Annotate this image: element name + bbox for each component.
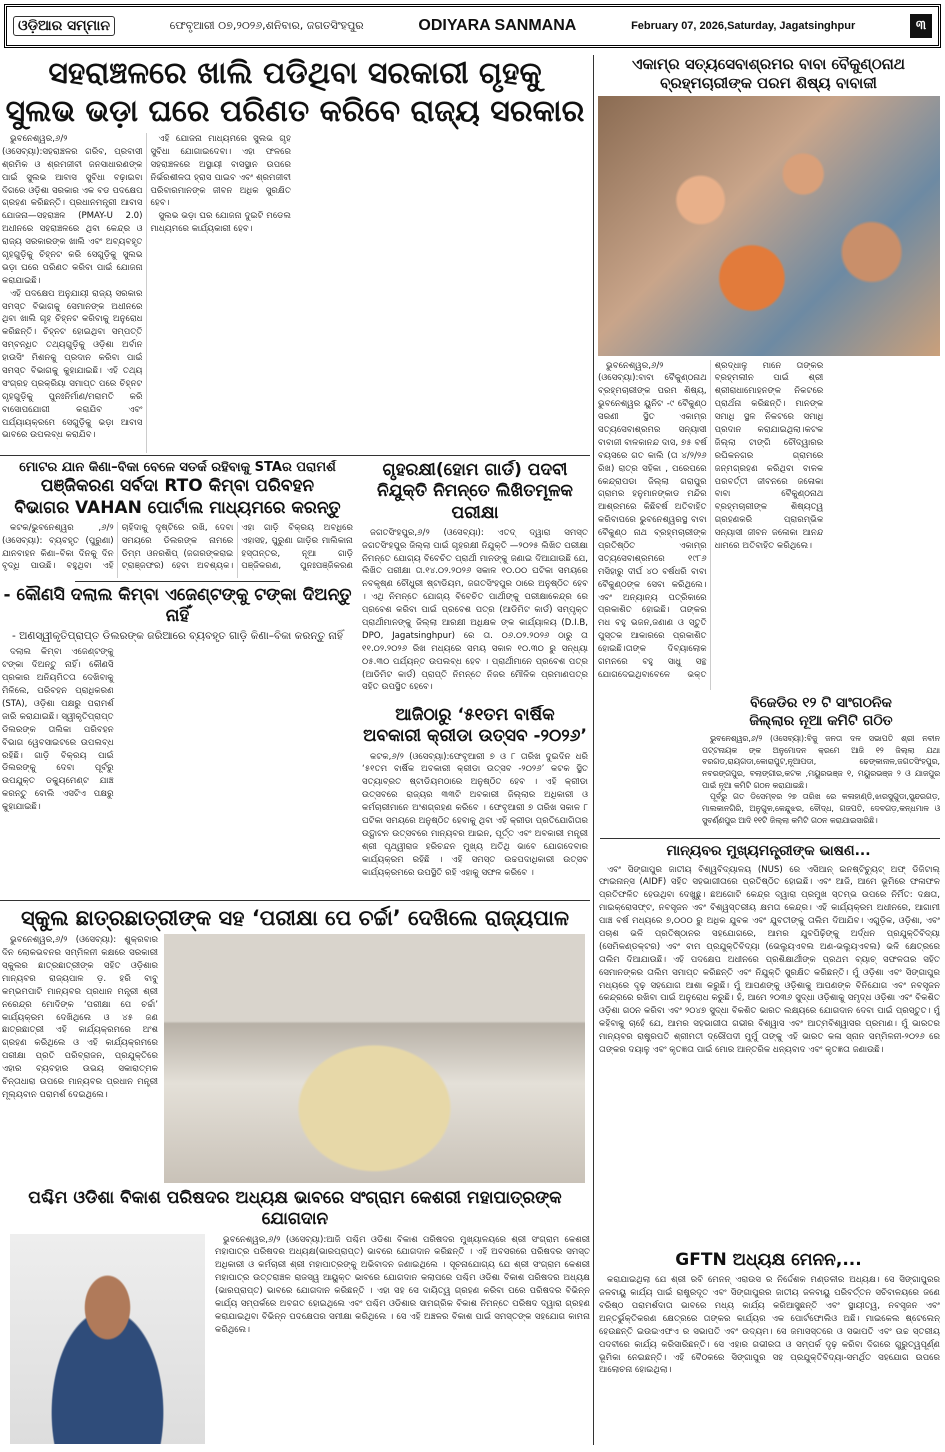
gftn-body xyxy=(597,1274,940,1445)
mahapatra-portrait-photo xyxy=(10,1234,205,1445)
headline-line: ସୁଲଭ ଭଡ଼ା ଘରେ ପରିଣତ କରିବେ ରାଜ୍ୟ ସରକାର xyxy=(5,93,585,129)
gftn-headline: GFTN ଅଧ୍ୟକ୍ଷ ମେନନ,... xyxy=(675,1250,862,1270)
abakari-article xyxy=(360,705,590,895)
paschim-body xyxy=(215,1234,590,1445)
baba-article xyxy=(597,55,940,690)
sta-subhead-1: - କୌଣସି ଦଲାଲ କିମ୍ବା ଏଜେଣ୍ଟଙ୍କୁ ଟଙ୍କା ଦିଅନ୍ତୁ ନାହିଁ xyxy=(3,584,352,626)
school-content xyxy=(0,934,590,1183)
sta-article xyxy=(0,460,355,895)
paragraph: କଟକ,୬/୨ (ଓସେବ୍ୟା):ଫେବୃଆରୀ ୭ ଓ ୮ ତାରିଖ ଦୁଇଦିନ ଧରି ‘୫୧ତମ ବାର୍ଷିକ ଅବକାରୀ କ୍ରୀଡା ଉତ୍ସବ -୨୦୨୬’ କଟକ ସ୍ଥିତ ସତ୍ୟାବ୍ରତ ଷ୍ଟାଡିୟମଠାରେ ଅନୁଷ୍ଠିତ ହେବ । ଏହି କ୍ରୀଡା ଉତ୍ସବରେ ରାଜ୍ୟର ୩୩ଟି ଅବକାରୀ ଜିଲ୍ଲାର ଅଧିକାରୀ ଓ କର୍ମଚାରୀମାନେ ଅଂଶଗ୍ରହଣ କରିବେ । ଫେବୃଆରୀ ୭ ତାରିଖ ସକାଳ ୮ ଘଟିକା ସମୟରେ ଅନୁଷ୍ଠିତ ହେବାକୁ ଥିବା ଏହି କ୍ରୀଡା ପ୍ରତିଯୋଗିତାର ଉଦ୍ଘାଟନ ଉତ୍ସବରେ ମାନ୍ୟବର ଆଇନ, ପୂର୍ତ୍ତ ଏବଂ ଅବକାରୀ ମନ୍ତ୍ରୀ ଶ୍ରୀ ପୃଥ୍ୱୀରାଜ ହରିଚନ୍ଦନ ମୁଖ୍ୟ ଅତିଥି ଭାବେ ଯୋଗଦେବାର କାର୍ଯ୍ୟକ୍ରମ ରହିଛି । ଏହି ସମସ୍ତ ଉଚ୍ଚପଦାଧିକାରୀ ଉତ୍ସବ କାର୍ଯ୍ୟକ୍ରମରେ ଉପସ୍ଥିତି ରହି ଏହାକୁ ସଫଳ କରିବେ । xyxy=(362,751,588,878)
sta-body-bottom xyxy=(0,646,355,895)
newspaper-name: ODIYARA SANMANA xyxy=(418,17,577,34)
baba-funeral-photo xyxy=(598,96,940,356)
paschim-article xyxy=(0,1188,590,1444)
governor-meeting-photo xyxy=(164,934,585,1183)
abakari-body xyxy=(360,751,590,896)
divider xyxy=(75,581,280,582)
bjd-headline xyxy=(702,695,940,730)
divider xyxy=(0,900,590,901)
paschim-headline: ପଶ୍ଚିମ ଓଡିଶା ବିକାଶ ପରିଷଦର ଅଧ୍ୟକ୍ଷ ଭାବରେ ସଂଗ୍ରାମ କେଶରୀ ମହାପାତ୍ରଙ୍କ ଯୋଗଦାନ xyxy=(28,1188,562,1230)
headline-line: ଏକାମ୍ର ସତ୍ୟସେବାଶ୍ରମର ବାବା ବୈକୁଣ୍ଠନାଥ xyxy=(632,55,905,73)
cm-speech-body xyxy=(597,864,940,1248)
column-divider xyxy=(593,55,594,1445)
headline-line: ସହରାଞ୍ଚଳରେ ଖାଲି ପଡିଥିବା ସରକାରୀ ଗୃହକୁ xyxy=(48,56,542,91)
headline-line: ଗୃହରକ୍ଷୀ(ହୋମ ଗାର୍ଡ) ପଦବୀ xyxy=(382,460,568,480)
bjd-body xyxy=(702,733,940,835)
paragraph: ଏହି ଯୋଜନା ମାଧ୍ୟମରେ ସୁଲଭ ଗୃହ ସୁବିଧା ଯୋଗାଇଦେବା। ଏହା ଫଳରେ ସହରାଞ୍ଚଳରେ ଅସ୍ଥାୟୀ ବାସସ୍ଥାନ ଉପରେ ନିର୍ଭରଶୀଳତା ହ୍ରାସ ପାଇବ ଏବଂ ଶ୍ରମଜୀବୀ ପରିବାରମାନଙ୍କ ଜୀବନ ଅଧିକ ସୁରକ୍ଷିତ ହେବ। xyxy=(150,134,291,209)
page-number: ୩ xyxy=(910,14,932,38)
sta-body-top xyxy=(0,522,355,578)
paragraph: କରାଯାଇଥିଲା ଯେ ଶ୍ରୀ ରବି ମେନନ୍ ଏରାଉସ ର ନିର୍ଦ୍ଦେଶକ ମଣ୍ଡଳୀର ଅଧ୍ୟକ୍ଷ। ସେ ସିଙ୍ଗାପୁରର ଜଳବାୟୁ କାର୍ଯ୍ୟ ପାଇଁ ରାଷ୍ଟ୍ରଦୂତ ଏବଂ ସିଙ୍ଗାପୁରର ଜାତୀୟ ଜଳବାୟୁ ପରିବର୍ତ୍ତନ ସଚିବାଳୟରେ ଜଣେ ବରିଷ୍ଠ ପରାମର୍ଶଦାତା ଭାବରେ ମଧ୍ୟ କାର୍ଯ୍ୟ କରିଆସୁଛନ୍ତି ଏବଂ ସ୍ଥାୟୀତ୍ୱ, ନବସୃଜନ ଏବଂ ଅନ୍ତର୍ଭୁକ୍ତିକରଣ କ୍ଷେତ୍ରରେ ତାଙ୍କର କାର୍ଯ୍ୟର ଏକ ପୋର୍ଟଫୋଲିଓ ଅଛି। ମାଇକେଲ ଷ୍ଟେଲେନ୍ ହେଉଛନ୍ତି ଇଉଇଏଫଏ ର ସଭାପତି ଏବଂ ଉଦ୍ୟମ। ସେ ଜମାସସ୍ତରେ ଓ ସଭାପତି ଏବଂ ଉଚ୍ଚ ସ୍ତରୀୟ ପଦବୀରେ କାର୍ଯ୍ୟ କରିସାରିଛନ୍ତି। ସେ ଏହାର ଗଭୀରତା ଓ ସମ୍ପର୍କ ଦୃଢ଼ କରିବା ଦିଗରେ ଗୁରୁତ୍ୱପୂର୍ଣ୍ଣ ଭୂମିକା ନେଇଛନ୍ତି। ଏହି ବୈଠକରେ ସିଙ୍ଗାପୁର ସହ ପ୍ରଯୁକ୍ତିବିଦ୍ୟା-ସମର୍ଥିତ ସହଯୋଗ ଉପରେ ଆଲୋଚନା ହୋଇଥିଲା। xyxy=(599,1275,940,1376)
headline-line: ପଞ୍ଜିକରଣ ସର୍ବଦା RTO କିମ୍ବା ପରିବହନ xyxy=(40,476,315,497)
english-date: February 07, 2026,Saturday, Jagatsinghpur xyxy=(631,20,856,32)
paragraph: ଜଗତସିଂହପୁର,୬/୨ (ଓସେବ୍ୟା): ଏତଦ୍ ଦ୍ୱାରା ସମସ୍ତ ଜଗତସିଂହପୁର ଜିଲ୍ଲା ପାଇଁ ଗୃହରକ୍ଷୀ ନିଯୁକ୍ତି —୨୦୨୫ ଲିଖିତ ପରୀକ୍ଷା ନିମନ୍ତେ ଯୋଗ୍ୟ ବିବେଚିତ ପ୍ରାର୍ଥୀ ମାନଙ୍କୁ ଜଣାଇ ଦିଆଯାଉଛି ଯେ, ଲିଖିତ ପରୀକ୍ଷା ତା.୧୪.୦୨.୨୦୨୬ ସକାଳ ୧୦.୦୦ ଘଟିକା ସମୟରେ ନବକୃଷ୍ଣ ଚୌଧୁରୀ ଷ୍ଟାଡିୟମ, ଜଗତସିଂହପୁର ଠାରେ ଅନୁଷ୍ଠିତ ହେବ । ଏଥି ନିମନ୍ତେ ଯୋଗ୍ୟ ବିବେଚିତ ପାର୍ଥୀଙ୍କୁ ପରୀକ୍ଷାକେନ୍ଦ୍ର ରେ ପ୍ରବେଶ କରିବା ପାଇଁ ପ୍ରବେଶ ପତ୍ର (ଆଡିମିଟ କାର୍ଡ) ସମ୍ପୃକ୍ତ ପ୍ରାର୍ଥୀମାନଙ୍କୁ ଜିଲ୍ଲା ଆରକ୍ଷୀ ଅଧିକ୍ଷକ ଙ୍କ କାର୍ଯ୍ୟାଳୟ (D.I.B, DPO, Jagatsinghpur) ରେ ତା. ୦୬.୦୨.୨୦୨୬ ଠାରୁ ତା ୧୧.୦୨.୨୦୨୬ ରିଖ ମଧ୍ୟରେ ସମୟ ସକାଳ ୧୦.୩୦ ରୁ ସନ୍ଧ୍ୟା ୦୫.୩୦ ପର୍ଯ୍ୟନ୍ତ ଉପଲବ୍ଧ ହେବ । ପ୍ରାର୍ଥୀମାନେ ପ୍ରବେଶ ପତ୍ର (ଆଡିମିଟ କାର୍ଡ) ପ୍ରାପ୍ତି ନିମନ୍ତେ ନିଜର ମୌଳିକ ପ୍ରମାଣପତ୍ର ସହିତ ଉପସ୍ଥିତ ହେବେ। xyxy=(362,527,588,693)
bjd-article xyxy=(702,695,940,835)
baba-headline xyxy=(597,55,940,93)
baba-body xyxy=(597,360,940,691)
divider xyxy=(0,455,590,456)
paragraph: ସୁଲଭ ଭଡ଼ା ଘର ଯୋଜନା ଦୁଇଟି ମଡେଲ ମାଧ୍ୟମରେ କାର୍ଯ୍ୟକାରୀ ହେବ। xyxy=(150,211,291,235)
headline-line: ଜିଲ୍ଲାର ନୂଆ କମିଟି ଗଠିତ xyxy=(749,712,893,729)
homeguard-body xyxy=(360,527,590,700)
abakari-headline xyxy=(360,705,590,748)
cm-speech-article xyxy=(597,843,940,1247)
masthead xyxy=(4,4,941,48)
headline-line: ମୋଟର ଯାନ କିଣା–ବିକା ବେଳେ ସତର୍କ ରହିବାକୁ STAର ପରାମର୍ଶ xyxy=(19,460,336,475)
odia-date: ଫେବୃଆରୀ ୦୭,୨୦୨୬,ଶନିବାର, ଜଗତସିଂହପୁର xyxy=(169,19,364,32)
paschim-content xyxy=(0,1234,590,1445)
paragraph: ଭୁବନେଶ୍ୱର,୬/୨ (ଓସେବ୍ୟା):ବାବା ବୈକୁଣ୍ଠନାଥ ବ୍ରହ୍ମଚାରୀଙ୍କ ପରମ ଶିଷ୍ୟ, ଭୁବନେଶ୍ୱର ୟୁନିଟ -୯ ବୈକୁଣ୍ଠ ସରଣୀ ସ୍ଥିତ ଏକାମ୍ର ସତ୍ୟସେବାଶ୍ରମର ସନ୍ୟାସୀ ବାବାଜୀ ବାଳକାନନ୍ଦ ଦାସ, ୭୫ ବର୍ଷ ବୟସରେ ଗତ କାଲି (ତା ୪/୨/୨୬ ରିଖ) ରାତ୍ର ସହିକା , ପରେପରେ କେନ୍ଦ୍ରାପଡା ଜିଲ୍ଲା ଗରାପୁର ଗ୍ରାମର ହନୁମାନଙ୍କାଡ ମନ୍ଦିର ଆଶ୍ରମରେ କିଛିବର୍ଷ ଅତିବାହିତ କରିବାପରେ ଭୁବନେଶ୍ୱରସ୍ଥ ବାବା ବୈକୁଣ୍ଠ ନାଥ ବ୍ରହ୍ମଚାରୀଙ୍କ ପ୍ରତିଷ୍ଠିତ ଏକାମ୍ର ସତ୍ୟସେବାଶ୍ରମରେ ୧୯୮୬ ମସିହାରୁ ଦୀର୍ଘ ୪୦ ବର୍ଷଧରି ବାବା ବୈକୁଣ୍ଠଙ୍କ ସେବା କରିଥିଲେ। ଏବଂ ଅନ୍ୟାନ୍ୟ ପତ୍ରିକାରେ ପ୍ରକାଶିତ ହୋଇଛି। ତାଙ୍କର ମଧ ବହୁ ଭଜନ,ଜଣାଣ ଓ ସ୍ତୁତି ପୁସ୍ତକ ଆକାରରେ ପ୍ରକାଶିତ ହୋଇଛି।ତାଙ୍କ ଦିବ୍ୟାଲୋକ ଗମନରେ ବହୁ ସାଧୁ ସନ୍ଥ ଯୋଗଦେଇଥିବାବେଳେ ଭକ୍ତ ଶ୍ରଦ୍ଧାଳୁ ମାନେ ତାଙ୍କର ବ୍ରହ୍ମଲୀନ ପାଇଁ ଶ୍ରୀ ଶ୍ରୀରାଧାମୋହନଙ୍କ ନିକଟରେ ପ୍ରାର୍ଥନା କରିଛନ୍ତି। ମାନଙ୍କ ସମାଧି ସ୍ଥଳ ନିକଟରେ ସମାଧି ପ୍ରଦାନ କରାଯାଇଥିଲା।କଟକ ଜିଲ୍ଲା ଟାଙ୍ଗି ଚୌଦ୍ୱାରର ରଘିକନଗର ଗ୍ରାମରେ ଜନ୍ମଗ୍ରହଣ କରିଥିବା ବାଳକ ପରବର୍ତ୍ତୀ ଜୀବନରେ ଜଳୋକା ବାବା ବୈକୁଣ୍ଠନାଥ ବ୍ରହ୍ମଚାରୀଙ୍କ ଶିଷ୍ୟତ୍ୱ ଗ୍ରହଣକରି ପ୍ରାରମ୍ଭିକ ସନ୍ୟାସୀ ଜୀବନ ଜଳୋକା ଆନନ୍ଦ ଧାମରେ ଅତିବାହିତ କରିଥିଲେ। xyxy=(598,360,824,680)
paragraph: ପୂର୍ବରୁ ଗତ ଡିସେମ୍ବର ୨୭ ତାରିଖ ରେ କଳାହାଣ୍ଡି,ଝାରସୁଗୁଡା,ସୁନ୍ଦରଗଡ଼, ମାଲକାନଗିରି, ଅନୁଗୁଳ,କେନ୍ଦୁଝର, ବୌଦ୍ଧ, ଗଜପତି, ଦେବଗଡ଼,କନ୍ଧମାଳ ଓ ସୁବର୍ଣ୍ଣପୁର ଆଦି ୧୧ଟି ଜିଲ୍ଲା କମିଟି ଗଠନ କରାଯାଇସାରିଛି। xyxy=(702,792,940,825)
housing-headline xyxy=(0,55,590,130)
cm-speech-headline: ମାନ୍ୟବର ମୁଖ୍ୟମନ୍ତ୍ରୀଙ୍କ ଭାଷଣ... xyxy=(666,843,871,859)
headline-line: ଆଜିଠାରୁ ‘୫୧ତମ ବାର୍ଷିକ xyxy=(395,705,555,725)
paragraph: ଦଲାଲ କିମ୍ବା ଏଜେଣ୍ଟଙ୍କୁ ଟଙ୍କା ଦିଅନ୍ତୁ ନାହିଁ। କୌଣସି ପ୍ରକାର ଅନିୟମିତତା ଦେଖିବାକୁ ମିଳିଲେ, ପରିବହନ ପ୍ରାଧିକରଣ (STA), ଓଡ଼ିଶା ପକ୍ଷରୁ ପରାମର୍ଶ ଜାରି କରାଯାଇଛି। ସ୍ୱୀକୃତିପ୍ରାପ୍ତ ଡିଲରଙ୍କ ତାଲିକା ପରିବହନ ବିଭାଗ ୱେବସାଇଟରେ ଉପଲବ୍ଧ ରହିଛି। ଗାଡ଼ି ବିକ୍ରୟ ପାଇଁ ଡିଲରଙ୍କୁ ଦେବା ପୂର୍ବରୁ ଉପଯୁକ୍ତ ଡକ୍ୟୁମେଣ୍ଟ ଯାଞ୍ଚ କରନ୍ତୁ ବୋଲି ଏସଟିଏ ପକ୍ଷରୁ କୁହାଯାଇଛି। xyxy=(2,647,114,813)
headline-line: ବିଭାଗର VAHAN ପୋର୍ଟାଲ ମାଧ୍ୟମରେ କରନ୍ତୁ xyxy=(14,497,341,518)
homeguard-headline xyxy=(360,460,590,524)
school-article xyxy=(0,905,590,1183)
paragraph: ଭୁବନେଶ୍ୱର,୬/୨ (ଓସେବ୍ୟା):ସହରାଞ୍ଚଳର ଗରିବ, ପ୍ରବାସୀ ଶ୍ରମିକ ଓ ଶ୍ରମଜୀବୀ ଜନସାଧାରଣଙ୍କ ପାଇଁ ସୁଲଭ ଆବାସ ସୁବିଧା ବଢ଼ାଇବା ଦିଗରେ ଓଡ଼ିଶା ସରକାର ଏକ ବଡ ପଦକ୍ଷେପ ଗ୍ରହଣ କରିଛନ୍ତି। ପ୍ରଧାନମନ୍ତ୍ରୀ ଆବାସ ଯୋଜନା—ସହରାଞ୍ଚଳ (PMAY-U 2.0) ଅଧୀନରେ ସହରାଞ୍ଚଳରେ ଥିବା କେନ୍ଦ୍ର ଓ ରାଜ୍ୟ ସରକାରଙ୍କ ଖାଲି ଏବଂ ଅବ୍ୟବହୃତ ଗୃହଗୁଡ଼ିକୁ ଚିହ୍ନଟ କରି ସେଗୁଡ଼ିକୁ ସୁଲଭ ଭଡ଼ା ଘରେ ପରିଣତ କରିବା ପାଇଁ ଯୋଜନା କରାଯାଇଛି। xyxy=(2,134,143,286)
homeguard-article xyxy=(360,460,590,700)
paragraph: ଭୁବନେଶ୍ୱର,୬/୨ (ଓସେବ୍ୟା):ବିଜୁ ଜନତା ଦଳ ସଭାପତି ଶ୍ରୀ ନବୀନ ପଟ୍ଟନାୟକ ଙ୍କ ଅନୁମୋଦନ କ୍ରମେ ଆଜି ୧୨ ଜିଲ୍ଲା ଯଥା ବରଗଡ,ରାୟଗଡା,କୋରାପୁଟ,ନୂଆପଡା, ଢେଙ୍କାନାଳ,ଜଗତସିଂହପୁର, ନବରଙ୍ଗପୁର, ବଲାଙ୍ଗୀର,କଟକ ,ମୟୁରଭଞ୍ଜ ୧, ମୟୁରଭଞ୍ଜ ୨ ଓ ଯାଜପୁର ପାଇଁ ନୂଆ କମିଟି ଗଠନ କରାଯାଇଛି। xyxy=(702,734,940,790)
paragraph: ଏବଂ ସିଙ୍ଗାପୁର ଜାତୀୟ ବିଶ୍ୱବିଦ୍ୟାଳୟ (NUS) ରେ ଏସିଆନ୍ ଇନଷ୍ଟିଚ୍ୟୁଟ୍ ଅଫ୍ ଡିଜିଟାଲ୍ ଫାଇନାନ୍ସ (AIDF) ସହିତ ସହଭାଗୀତାରେ ପ୍ରତିଷ୍ଠିତ ହୋଇଛି। ଏବଂ ଆଜି, ଆମେ ଭୂମିରେ ଫଳାଫଳ ପ୍ରତିଫଳିତ ହେଉଥିବା ଦେଖୁଛୁ। ଛଅଗୋଟି କେନ୍ଦ୍ର ଦ୍ୱାରା ପ୍ରମୁଖ ସ୍ତମ୍ଭ ଉପରେ ନିର୍ମିତ: ଦକ୍ଷତା, ମାଇକ୍ରୋସଫ୍ଟ, ନବସୃଜନ ଏବଂ ବିଶ୍ୱସ୍ତରୀୟ କ୍ଷମତା କେନ୍ଦ୍ର। ଏହି କାର୍ଯ୍ୟକ୍ରମ ଅଧୀନରେ, ଆଗାମୀ ପାଞ୍ଚ ବର୍ଷ ମଧ୍ୟରେ ୭,୦୦୦ ରୁ ଅଧିକ ଯୁବକ ଏବଂ ଯୁବତୀଙ୍କୁ ତାଲିମ ଦିଆଯିବ। ଏଗୁଡ଼ିକ, ଓଡ଼ିଶା, ଏବଂ ପଚାଶ ଭଳି ପ୍ରତିଷ୍ଠାନର ସହଯୋଗରେ, ଆମର ଯୁବପିଢ଼ିଙ୍କୁ ଅର୍ଦ୍ଧନ ପ୍ରଯୁକ୍ତିବିଦ୍ୟା (ସେମିକଣ୍ଡକ୍ଟର) ଏବଂ ବାମ ପ୍ରଯୁକ୍ତିବିଦ୍ୟା (ଭେଲ୍ୟୁଏବଲ ଅଣ-ଭଲ୍ୟୁଏବଲ) ଭଳି କ୍ଷେତ୍ରରେ ତାଲିମ ଦିଆଯାଉଛି। ଏହି ପଦକ୍ଷେପ ଅଧୀନରେ ପ୍ରଶିକ୍ଷାର୍ଥୀଙ୍କ ପ୍ରଥମ ବ୍ୟାଚ୍ ସଫଳତାର ସହିତ ସେମାନଙ୍କର ତାଲିମ ସମାପ୍ତ କରିଛନ୍ତି ଏବଂ ନିଯୁକ୍ତି ସୁରକ୍ଷିତ କରିଛନ୍ତି। ମୁଁ ଓଡ଼ିଶା ଏବଂ ସିଙ୍ଗାପୁର ମଧ୍ୟରେ ଦୃଢ଼ ସହଯୋଗ ଆଶା କରୁଛି। ମୁଁ ଆପଣଙ୍କୁ ଓଡ଼ିଶାକୁ ଆପଣଙ୍କ ବିନିଯୋଗ ଏବଂ ନବସୃଜନ କେନ୍ଦ୍ରରେ ରଖିବା ପାଇଁ ଅନୁରୋଧ କରୁଛି। ହଁ, ଆମେ ୨୦୩୬ ସୁଦ୍ଧା ଓଡ଼ିଶାକୁ ସମୃଦ୍ଧ ଓଡ଼ିଶା ଏବଂ ବିକଶିତ ଓଡ଼ିଶା ଗଠନ କରିବା ଏବଂ ୨୦୪୭ ସୁଦ୍ଧା ବିକଶିତ ଭାରତ ଲକ୍ଷ୍ୟରେ ଯୋଗଦାନ ଦେବା ପାଇଁ ପ୍ରସ୍ତୁତ। ମୁଁ କହିବାକୁ ଚାହେଁ ଯେ, ଆମର ସହଭାଗୀତା ଗଭୀର ବିଶ୍ୱାସ ଏବଂ ଆତ୍ମବିଶ୍ୱାସର ପ୍ରମାଣ। ମୁଁ ଭାରତର ମାନ୍ୟବର ରାଷ୍ଟ୍ରପତି ଶ୍ରୀମତୀ ଦ୍ରୌପଦୀ ମୁର୍ମୁ ତାଙ୍କୁ ଏହି ଭାରତ କଳା ସ୍ନାନ ସମ୍ମିଳନୀ-୨୦୨୬ ରେ ତାଙ୍କର ଦୟାଳୁ ଏବଂ କୃତଜ୍ଞତା ପାଇଁ ମୋର ଆନ୍ତରିକ ଧନ୍ୟବାଦ ଏବଂ କୃତଜ୍ଞତା ଜଣାଉଛି। xyxy=(599,864,940,1055)
headline-line: ବିଜେଡିର ୧୨ ଟି ସାଂଗଠନିକ xyxy=(750,695,892,711)
paragraph: ଏହି ପଦକ୍ଷେପ ଅନୁଯାୟୀ ରାଜ୍ୟ ସରକାର ସମସ୍ତ ବିଭାଗକୁ ସେମାନଙ୍କ ଅଧୀନରେ ଥିବା ଖାଲି ଗୃହ ଚିହ୍ନଟ କରିବାକୁ ଅନୁରୋଧ କରିଛନ୍ତି। ଚିହ୍ନଟ ହୋଇଥିବା ସମ୍ପତ୍ତି ସମ୍ବନ୍ଧିତ ତଥ୍ୟଗୁଡ଼ିକୁ ଓଡ଼ିଶା ଅର୍ବାନ ହାଉସିଂ ମିଶନକୁ ପ୍ରଦାନ କରିବା ପାଇଁ ସମସ୍ତ ବିଭାଗକୁ କୁହାଯାଇଛି। ଏହି ତଥ୍ୟ ସଂଗ୍ରହ ପ୍ରକ୍ରିୟା ସମାପ୍ତ ପରେ ଚିହ୍ନଟ ଗୃହଗୁଡ଼ିକୁ ପୁନଃନିର୍ମାଣ/ମରାମତି କରି ବାସୋପଯୋଗୀ କରାଯିବ ଏବଂ ପର୍ଯ୍ୟାୟକ୍ରମେ ସେଗୁଡ଼ିକୁ ଭଡ଼ା ଆବାସ ଭାବରେ ଉପଲବ୍ଧ କରାଯିବ। xyxy=(2,288,143,441)
paragraph: ଭୁବନେଶ୍ୱର,୬/୨ (ଓସେବ୍ୟା): ଶୁକ୍ରବାର ଦିନ ଲୋକଭବନର ସମ୍ମିଳନୀ କକ୍ଷରେ ସରକାରୀ ସ୍କୁଲର ଛାତ୍ରଛାତ୍ରୀଙ୍କ ସହିତ ଓଡ଼ିଶାର ମାନ୍ୟବର ରାଜ୍ୟପାଳ ଡ଼. ହରି ବାବୁ କମ୍ଭମପାଟି ମାନ୍ୟବର ପ୍ରଧାନ ମନ୍ତ୍ରୀ ଶ୍ରୀ ନରେନ୍ଦ୍ର ମୋଦିଙ୍କ ‘ପରୀକ୍ଷା ପେ ଚର୍ଚ୍ଚା’ କାର୍ଯ୍ୟକ୍ରମ ଦେଖିଥିଲେ ଓ ୪୫ ଜଣ ଛାତ୍ରଛାତ୍ରୀ ଏହି କାର୍ଯ୍ୟକ୍ରମରେ ଅଂଶ ଗ୍ରହଣ କରିଥିଲେ ଓ ଏହି କାର୍ଯ୍ୟକ୍ରମରେ ପରୀକ୍ଷା ପ୍ରତି ପରିବ୍ରାଜନ, ପ୍ରଯୁକ୍ତିରେ ଏହାର ବ୍ୟବହାର ଉଭୟ ସକାରାତ୍ମକ ଚିନ୍ତାଧାରା ଉପରେ ମାନ୍ୟବର ପ୍ରଧାନ ମନ୍ତ୍ରୀ ମୂଲ୍ୟବାନ ପରାମର୍ଶ ଦେଇଥିଲେ। xyxy=(2,935,158,1100)
paragraph: କଟକ/ଭୁବନେଶ୍ୱର ,୬/୨ (ଓସେବ୍ୟା): ବ୍ୟବହୃତ (ପୁରୁଣା) ଯାନବାହନ କିଣା–ବିକା ଦିନକୁ ଦିନ ବୃଦ୍ଧି ପାଉଛି। ବହୁଥିବା ଏହି ଚାହିଦାକୁ ଦୃଷ୍ଟିରେ ରଖି, ଦେବା ସମୟରେ ଡିଲରଙ୍କ ନାମରେ ଡିମ୍ମ ଓନରଶିପ୍ (ଜଗରଙ୍କରାଇ ଟ୍ରାଞ୍ଜଫର) ହେବା ଅବଶ୍ୟକ। ଏହା ଗାଡ଼ି ବିକ୍ରୟ ଅବଧିରେ ଏହାସହ, ପୁରୁଣା ଗାଡ଼ିର ମାଲିକାନା ହସ୍ତାନ୍ତର, ନୂଆ ଗାଡ଼ି ପଞ୍ଜିକରଣ, ପୁନଃପଞ୍ଜିକରଣ xyxy=(2,522,353,572)
school-body xyxy=(0,934,158,1183)
paragraph: ଭୁବନେଶ୍ୱର,୬/୨ (ଓସେବ୍ୟା):ଆଜି ପଶ୍ଚିମ ଓଡିଶା ବିକାଶ ପରିଷଦର ମୁଖ୍ୟାଳୟରେ ଶ୍ରୀ ସଂଗ୍ରାମ କେଶରୀ ମହାପାତ୍ର ପରିଷଦର ଅଧ୍ୟକ୍ଷ(ଭାରପ୍ରାପ୍ତ) ଭାବରେ ଯୋଗଦାନ କରିଛନ୍ତି । ଏହି ଅବସରରେ ପରିଷଦର ସମସ୍ତ ଅଧିକାରୀ ଓ କର୍ମଚାରୀ ଶ୍ରୀ ମହାପାତ୍ରଙ୍କୁ ଅଭିବାଦନ ଜଣାଇଥିଲେ । ସୂଚନାଯୋଗ୍ୟ ଯେ ଶ୍ରୀ ସଂଗ୍ରାମ କେଶରୀ ମହାପାତ୍ର ଉତ୍ତରାଞ୍ଚଳ ରାଜସ୍ୱ ଆୟୁକ୍ତ ଭାବରେ ଯୋଗଦାନ କଲାପରେ ପଶ୍ଚିମ ଓଡିଶା ବିକାଶ ପରିଷଦର ଅଧ୍ୟକ୍ଷ (ଭାରପ୍ରାପ୍ତ) ଭାବରେ ଯୋଗଦାନ କରିଛନ୍ତି । ଏହା ସହ ସେ ଦାୟିତ୍ୱ ଗ୍ରହଣ କରିବା ପରେ ପରିଷଦର ବିଭିନ୍ନ କାର୍ଯ୍ୟ ସମ୍ପର୍କରେ ଅବଗତ ହୋଇଥିଲେ ଏବଂ ପଶ୍ଚିମ ଓଡିଶାର ସାମଗ୍ରିକ ବିକାଶ ନିମନ୍ତେ ପରିଷଦ ଦ୍ୱାରା ଗ୍ରହଣ କରାଯାଇଥିବା ବିଭିନ୍ନ ପଦକ୍ଷେପର ସମୀକ୍ଷା କରିଥିଲେ । ସେ ଏହି ଅଞ୍ଚଳର ବିକାଶ ପାଇଁ ସମସ୍ତଙ୍କ ସହଯୋଗ କାମନା କରିଥିଲେ। xyxy=(215,1234,590,1335)
sta-headline xyxy=(0,460,355,519)
sta-subhead-2: - ଅଣସ୍ୱୀକୃତିପ୍ରାପ୍ତ ଡିଲରଙ୍କ ଜରିଆରେ ବ୍ୟବହୃତ ଗାଡ଼ି କିଣା–ବିକା କରନ୍ତୁ ନାହିଁ xyxy=(12,630,343,643)
headline-line: ଅବକାରୀ କ୍ରୀଡା ଉତ୍ସବ -୨୦୨୬’ xyxy=(363,726,587,747)
gftn-article xyxy=(597,1250,940,1445)
school-headline: ସ୍କୁଲ ଛାତ୍ରଛାତ୍ରୀଙ୍କ ସହ ‘ପରୀକ୍ଷା ପେ ଚର୍ଚ୍ଚା’ ଦେଖିଲେ ରାଜ୍ୟପାଳ xyxy=(20,906,570,930)
housing-article xyxy=(0,55,590,453)
headline-line: ନିଯୁକ୍ତି ନିମନ୍ତେ ଲିଖିତମୂଳକ ପରୀକ୍ଷା xyxy=(377,481,573,523)
divider xyxy=(600,838,940,839)
newspaper-logo: ଓଡ଼ିଆର ସମ୍ମାନ xyxy=(13,16,115,36)
housing-article-body xyxy=(0,133,590,453)
headline-line: ବ୍ରହ୍ମଚାରୀଙ୍କ ପରମ ଶିଷ୍ୟ ବାବାଜୀ xyxy=(660,73,877,92)
